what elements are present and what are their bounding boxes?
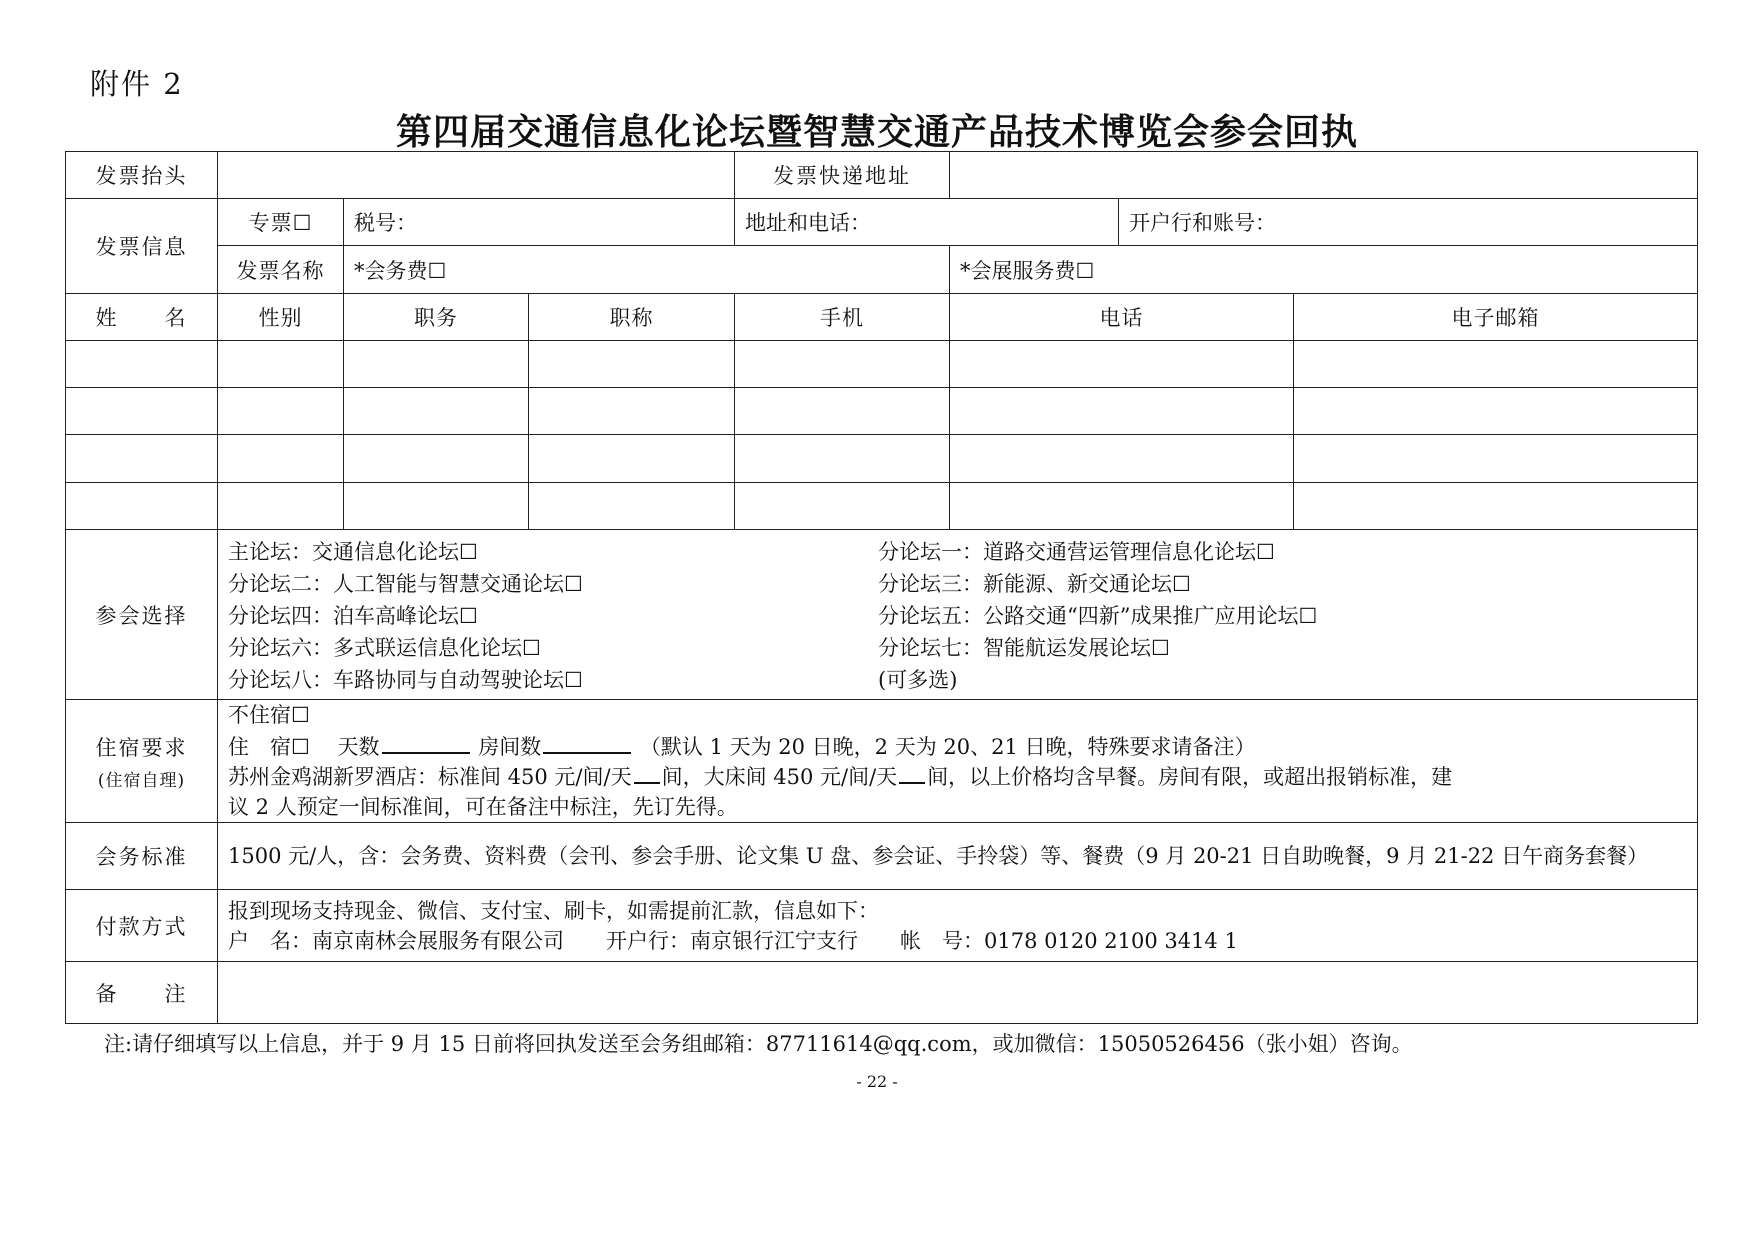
attendee-phone-cell[interactable]	[950, 435, 1294, 483]
hotel-standard-price: 苏州金鸡湖新罗酒店：标准间 450 元/间/天	[228, 765, 632, 789]
header-name: 姓 名	[66, 294, 218, 341]
days-input[interactable]	[382, 730, 470, 754]
invoice-name-label: 发票名称	[218, 246, 344, 294]
standard-room-count-input[interactable]	[634, 762, 660, 784]
attendee-name-cell[interactable]	[66, 341, 218, 388]
attachment-label: 附件 2	[90, 67, 184, 101]
remarks-label: 备 注	[66, 962, 218, 1024]
rooms-input[interactable]	[543, 730, 631, 754]
attendee-gender-cell[interactable]	[218, 435, 344, 483]
attendee-name-cell[interactable]	[66, 435, 218, 483]
forum-4-option[interactable]: 分论坛四：泊车高峰论坛☐	[228, 603, 478, 628]
rooms-label: 房间数	[478, 735, 542, 759]
attendee-mobile-cell[interactable]	[735, 435, 950, 483]
forum-options	[218, 530, 1698, 700]
multi-select-note: (可多选)	[878, 667, 958, 692]
attendee-phone-cell[interactable]	[950, 341, 1294, 388]
attendee-position-cell[interactable]	[344, 388, 529, 435]
forum-5-option[interactable]: 分论坛五：公路交通“四新”成果推广应用论坛☐	[878, 603, 1318, 628]
footer-note: 注:请仔细填写以上信息，并于 9 月 15 日前将回执发送至会务组邮箱：87711614@qq.com，或加微信：15050526456（张小姐）咨询。	[104, 1032, 1413, 1056]
attendee-email-cell[interactable]	[1294, 388, 1698, 435]
attendee-title-cell[interactable]	[529, 435, 735, 483]
form-title: 第四届交通信息化论坛暨智慧交通产品技术博览会参会回执	[395, 112, 1358, 153]
attendee-row	[66, 483, 1698, 530]
attendee-name-cell[interactable]	[66, 388, 218, 435]
attendee-position-cell[interactable]	[344, 483, 529, 530]
hotel-booking-note: 议 2 人预定一间标准间，可在备注中标注，先订先得。	[228, 795, 738, 819]
payment-line-2: 户 名：南京南林会展服务有限公司 开户行：南京银行江宁支行 帐 号：0178 0120 2100 3414 1	[228, 928, 1238, 953]
header-email: 电子邮箱	[1294, 294, 1698, 341]
attendee-name-cell[interactable]	[66, 483, 218, 530]
attendee-phone-cell[interactable]	[950, 388, 1294, 435]
attendee-phone-cell[interactable]	[950, 483, 1294, 530]
forum-8-option[interactable]: 分论坛八：车路协同与自动驾驶论坛☐	[228, 667, 583, 692]
no-stay-checkbox[interactable]: 不住宿☐	[228, 703, 310, 727]
bank-account-field[interactable]: 开户行和账号：	[1119, 199, 1698, 246]
header-position: 职务	[344, 294, 529, 341]
attendee-position-cell[interactable]	[344, 341, 529, 388]
invoice-title-label: 发票抬头	[66, 152, 218, 199]
attendee-email-cell[interactable]	[1294, 483, 1698, 530]
attendee-gender-cell[interactable]	[218, 388, 344, 435]
attendee-header-row	[66, 294, 1698, 341]
registration-form-table	[65, 151, 1698, 1024]
attendee-gender-cell[interactable]	[218, 483, 344, 530]
header-mobile: 手机	[735, 294, 950, 341]
attendee-gender-cell[interactable]	[218, 341, 344, 388]
attendee-row	[66, 435, 1698, 483]
tax-number-field[interactable]: 税号：	[344, 199, 735, 246]
lodging-label	[66, 700, 218, 823]
forum-selection-label: 参会选择	[66, 530, 218, 700]
default-stay-note: （默认 1 天为 20 日晚，2 天为 20、21 日晚，特殊要求请备注）	[639, 735, 1256, 759]
remarks-input[interactable]	[218, 962, 1698, 1024]
attendee-email-cell[interactable]	[1294, 341, 1698, 388]
forum-1-option[interactable]: 分论坛一：道路交通营运管理信息化论坛☐	[878, 539, 1275, 564]
attendee-mobile-cell[interactable]	[735, 483, 950, 530]
fee-text: 1500 元/人，含：会务费、资料费（会刊、参会手册、论文集 U 盘、参会证、手拎袋）等、餐费（9 月 20-21 日自助晚餐，9 月 21-22 日午商务套餐）	[218, 823, 1698, 890]
attendee-email-cell[interactable]	[1294, 435, 1698, 483]
invoice-title-input[interactable]	[218, 152, 735, 199]
attendee-title-cell[interactable]	[529, 388, 735, 435]
lodging-label-text: 住宿要求	[95, 735, 188, 760]
attendee-position-cell[interactable]	[344, 435, 529, 483]
header-gender: 性别	[218, 294, 344, 341]
invoice-address-label: 发票快递地址	[735, 152, 950, 199]
lodging-sublabel: (住宿自理)	[97, 770, 186, 791]
meeting-fee-checkbox[interactable]: *会务费☐	[344, 246, 950, 294]
payment-label: 付款方式	[66, 890, 218, 962]
special-invoice-checkbox[interactable]: 专票☐	[218, 199, 344, 246]
days-label: 天数	[337, 735, 380, 759]
forum-6-option[interactable]: 分论坛六：多式联运信息化论坛☐	[228, 635, 541, 660]
invoice-address-input[interactable]	[950, 152, 1698, 199]
forum-3-option[interactable]: 分论坛三：新能源、新交通论坛☐	[878, 571, 1191, 596]
attendee-row	[66, 341, 1698, 388]
king-room-count-input[interactable]	[899, 762, 925, 784]
header-phone: 电话	[950, 294, 1294, 341]
hotel-price-note: 间，以上价格均含早餐。房间有限，或超出报销标准，建	[927, 765, 1453, 789]
forum-2-option[interactable]: 分论坛二：人工智能与智慧交通论坛☐	[228, 571, 583, 596]
payment-line-1: 报到现场支持现金、微信、支付宝、刷卡，如需提前汇款，信息如下：	[228, 898, 879, 923]
invoice-info-label: 发票信息	[66, 199, 218, 294]
forum-main-option[interactable]: 主论坛：交通信息化论坛☐	[228, 539, 478, 564]
lodging-options	[218, 700, 1698, 823]
hotel-king-price: 间，大床间 450 元/间/天	[661, 765, 898, 789]
page-number: - 22 -	[856, 1072, 898, 1091]
stay-checkbox[interactable]: 住 宿☐	[228, 735, 310, 759]
attendee-title-cell[interactable]	[529, 341, 735, 388]
payment-info	[218, 890, 1698, 962]
header-title: 职称	[529, 294, 735, 341]
attendee-mobile-cell[interactable]	[735, 341, 950, 388]
fee-label: 会务标准	[66, 823, 218, 890]
address-phone-field[interactable]: 地址和电话：	[735, 199, 1119, 246]
exhibition-fee-checkbox[interactable]: *会展服务费☐	[950, 246, 1698, 294]
attendee-row	[66, 388, 1698, 435]
attendee-title-cell[interactable]	[529, 483, 735, 530]
forum-7-option[interactable]: 分论坛七：智能航运发展论坛☐	[878, 635, 1170, 660]
attendee-mobile-cell[interactable]	[735, 388, 950, 435]
